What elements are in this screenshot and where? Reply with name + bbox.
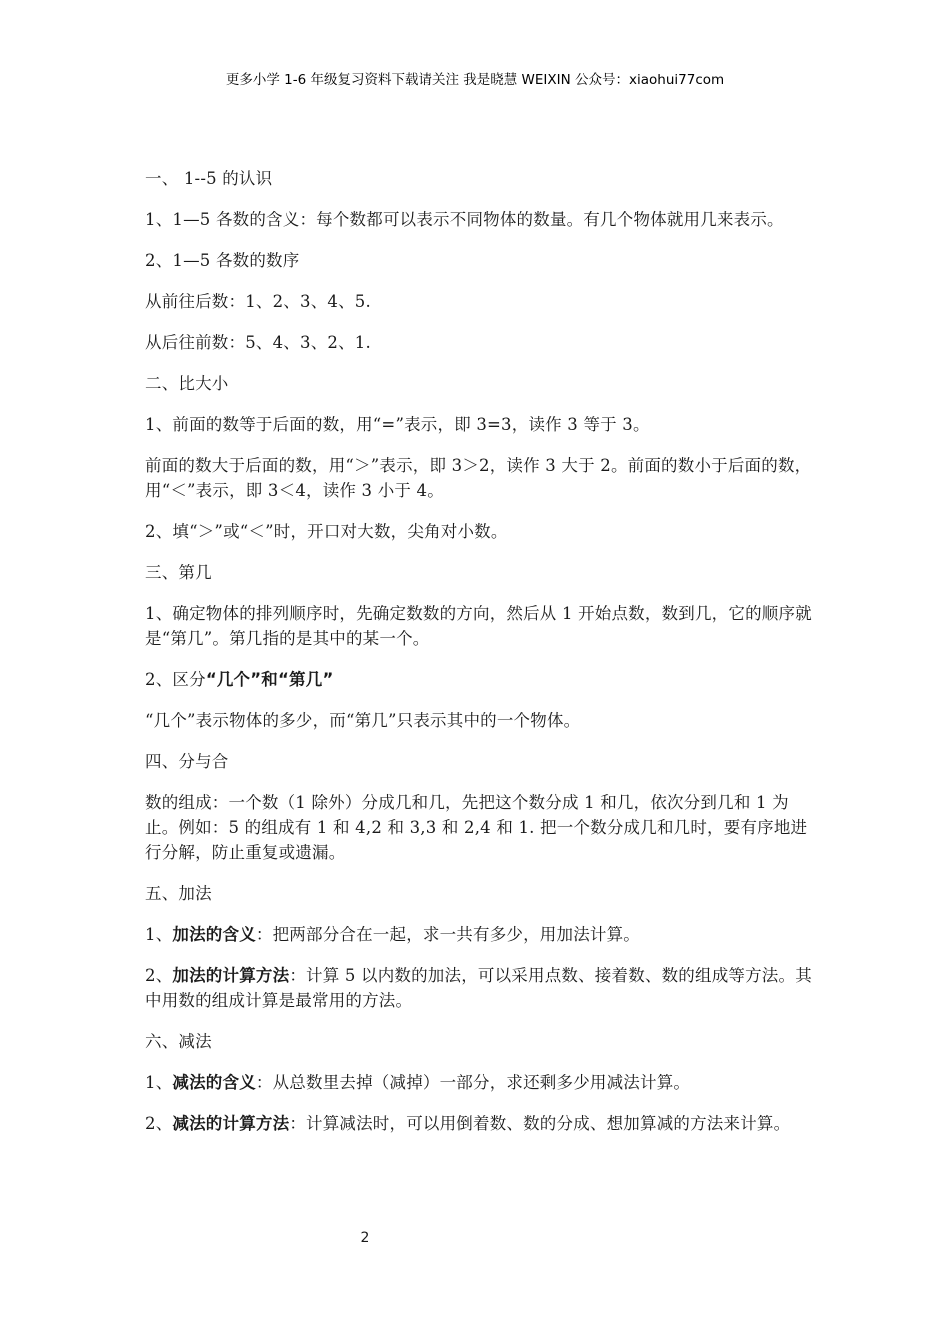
section-2-title: 二、比大小 [145,374,229,393]
section-2-para-3: 2、填“＞”或“＜”时，开口对大数，尖角对小数。 [145,522,508,541]
section-6-title: 六、减法 [145,1032,212,1051]
section-5-para-2-prefix: 2、 [145,966,173,985]
section-5-para-2-bold: 加法的计算方法 [172,966,290,985]
section-3-para-1: 1、确定物体的排列顺序时，先确定数数的方向，然后从 1 开始点数，数到几，它的顺序就是“第几”。第几指的是其中的某一个。 [145,604,812,648]
section-5-para-1-bold: 加法的含义 [172,925,256,944]
section-3-para-2 [145,667,817,692]
section-3-para-2-prefix: 2、区分 [145,670,206,689]
section-5-para-2-rest: ：计算 5 以内数的加法，可以采用点数、接着数、数的组成等方法。其中用数的组成计算是最常用的方法。 [145,966,812,1010]
section-2-para-1: 1、前面的数等于后面的数，用“=”表示，即 3=3，读作 3 等于 3。 [145,415,650,434]
section-1-title: 一、 1--5 的认识 [145,169,273,188]
section-3-para-3: “几个”表示物体的多少，而“第几”只表示其中的一个物体。 [145,711,581,730]
section-6-para-1-rest: ：从总数里去掉（减掉）一部分，求还剩多少用减法计算。 [255,1073,691,1092]
page-number: 2 [360,1230,370,1246]
section-1-para-1: 1、1—5 各数的含义：每个数都可以表示不同物体的数量。有几个物体就用几来表示。 [145,210,784,229]
section-5-para-2 [145,963,817,1013]
section-6-para-1-prefix: 1、 [145,1073,173,1092]
section-5-para-1-prefix: 1、 [145,925,173,944]
section-5-para-1 [145,922,817,947]
section-6-para-2-bold: 减法的计算方法 [172,1114,290,1133]
section-5-para-1-rest: ：把两部分合在一起，求一共有多少，用加法计算。 [255,925,641,944]
page-header: 更多小学 1-6 年级复习资料下载请关注 我是晓慧 WEIXIN 公众号：xiaohui77com [225,72,725,88]
section-6-para-1 [145,1070,817,1095]
section-6-para-2-prefix: 2、 [145,1114,173,1133]
section-4-title: 四、分与合 [145,752,229,771]
section-5-title: 五、加法 [145,884,212,903]
section-6-para-2-rest: ：计算减法时，可以用倒着数、数的分成、想加算减的方法来计算。 [289,1114,791,1133]
section-3-para-2-bold: “几个”和“第几” [205,670,334,689]
section-3-title: 三、第几 [145,563,212,582]
section-1-para-4: 从后往前数：5、4、3、2、1. [145,333,371,352]
section-4-para-1: 数的组成：一个数（1 除外）分成几和几，先把这个数分成 1 和几，依次分到几和 1 为止。例如：5 的组成有 1 和 4,2 和 3,3 和 2,4 和 1. 把一个数分成几和几时，要有序地进行分解，防止重复或遗漏。 [145,793,808,862]
document-body [145,166,817,1152]
section-1-para-3: 从前往后数：1、2、3、4、5. [145,292,371,311]
section-1-para-2: 2、1—5 各数的数序 [145,251,300,270]
section-6-para-1-bold: 减法的含义 [172,1073,256,1092]
section-2-para-2: 前面的数大于后面的数，用“＞”表示，即 3＞2，读作 3 大于 2。前面的数小于后面的数，用“＜”表示，即 3＜4，读作 3 小于 4。 [145,456,812,500]
section-6-para-2 [145,1111,817,1136]
